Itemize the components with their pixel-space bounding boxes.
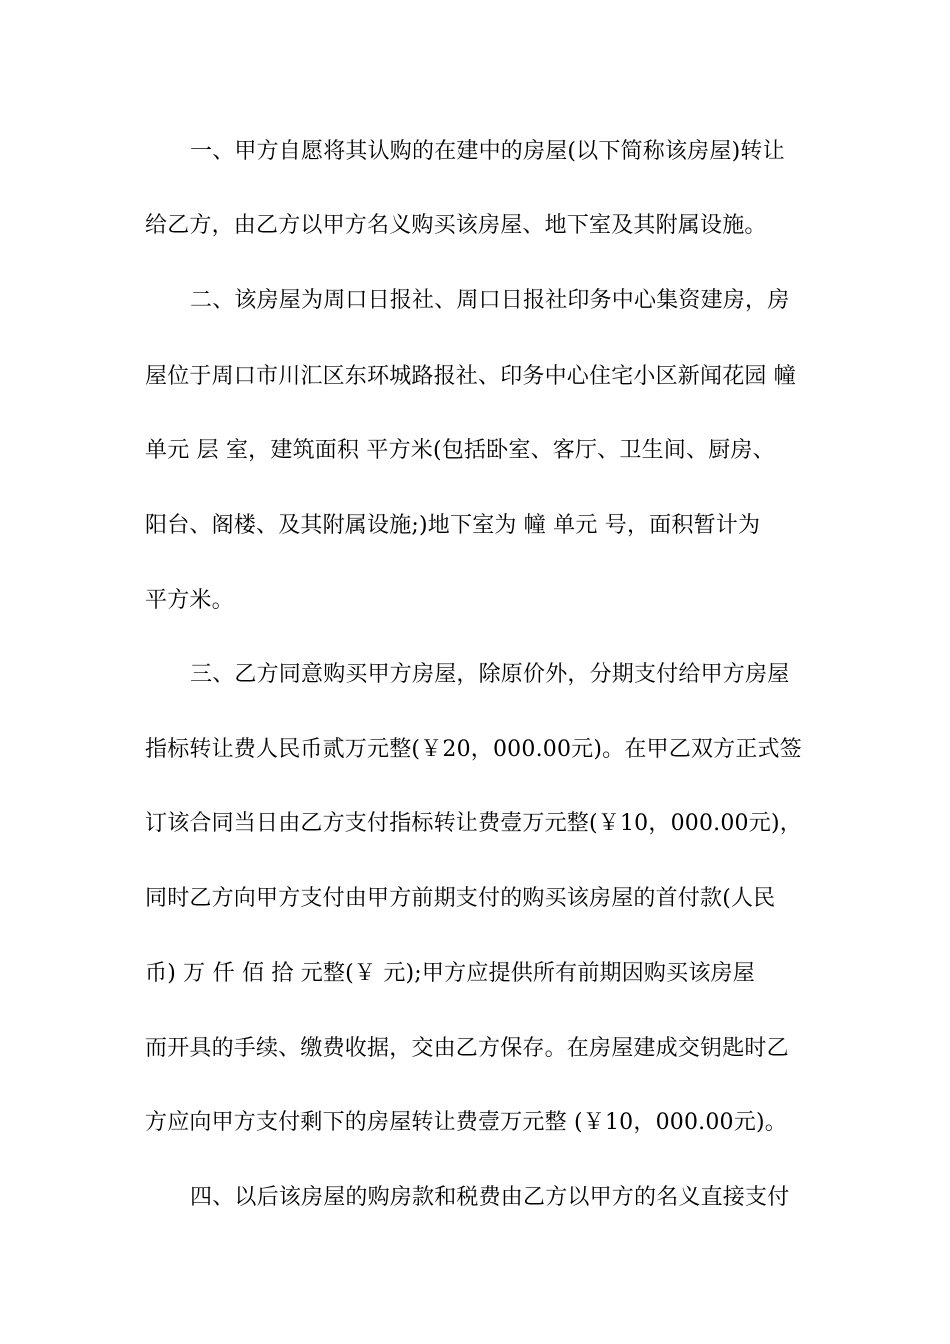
clause-2-line-5: 平方米。 [145, 588, 234, 613]
clause-3-line-3: 订该合同当日由乙方支付指标转让费壹万元整(￥10，000.00元)， [145, 811, 802, 836]
clause-2-line-1: 二、该房屋为周口日报社、周口日报社印务中心集资建房，房 [190, 288, 790, 313]
clause-2-line-4: 阳台、阁楼、及其附属设施;)地下室为 幢 单元 号，面积暂计为 [145, 513, 761, 538]
clause-3-line-2: 指标转让费人民币贰万元整(￥20，000.00元)。在甲乙双方正式签 [145, 737, 802, 762]
clause-3-line-4: 同时乙方向甲方支付由甲方前期支付的购买该房屋的首付款(人民 [145, 886, 776, 911]
clause-1-line-2: 给乙方，由乙方以甲方名义购买该房屋、地下室及其附属设施。 [145, 213, 767, 238]
clause-3-line-5: 币) 万 仟 佰 拾 元整(￥ 元);甲方应提供所有前期因购买该房屋 [145, 961, 755, 986]
clause-4-line-1: 四、以后该房屋的购房款和税费由乙方以甲方的名义直接支付 [190, 1185, 790, 1210]
clause-3-line-6: 而开具的手续、缴费收据，交由乙方保存。在房屋建成交钥匙时乙 [145, 1036, 789, 1061]
clause-2-line-3: 单元 层 室，建筑面积 平方米(包括卧室、客厅、卫生间、厨房、 [145, 438, 775, 463]
clause-3-line-1: 三、乙方同意购买甲方房屋，除原价外，分期支付给甲方房屋 [190, 662, 790, 687]
clause-1-line-1: 一、甲方自愿将其认购的在建中的房屋(以下简称该房屋)转让 [190, 139, 785, 164]
clause-2-line-2: 屋位于周口市川汇区东环城路报社、印务中心住宅小区新闻花园 幢 [145, 364, 796, 389]
clause-3-line-7: 方应向甲方支付剩下的房屋转让费壹万元整 (￥10，000.00元)。 [145, 1110, 787, 1135]
